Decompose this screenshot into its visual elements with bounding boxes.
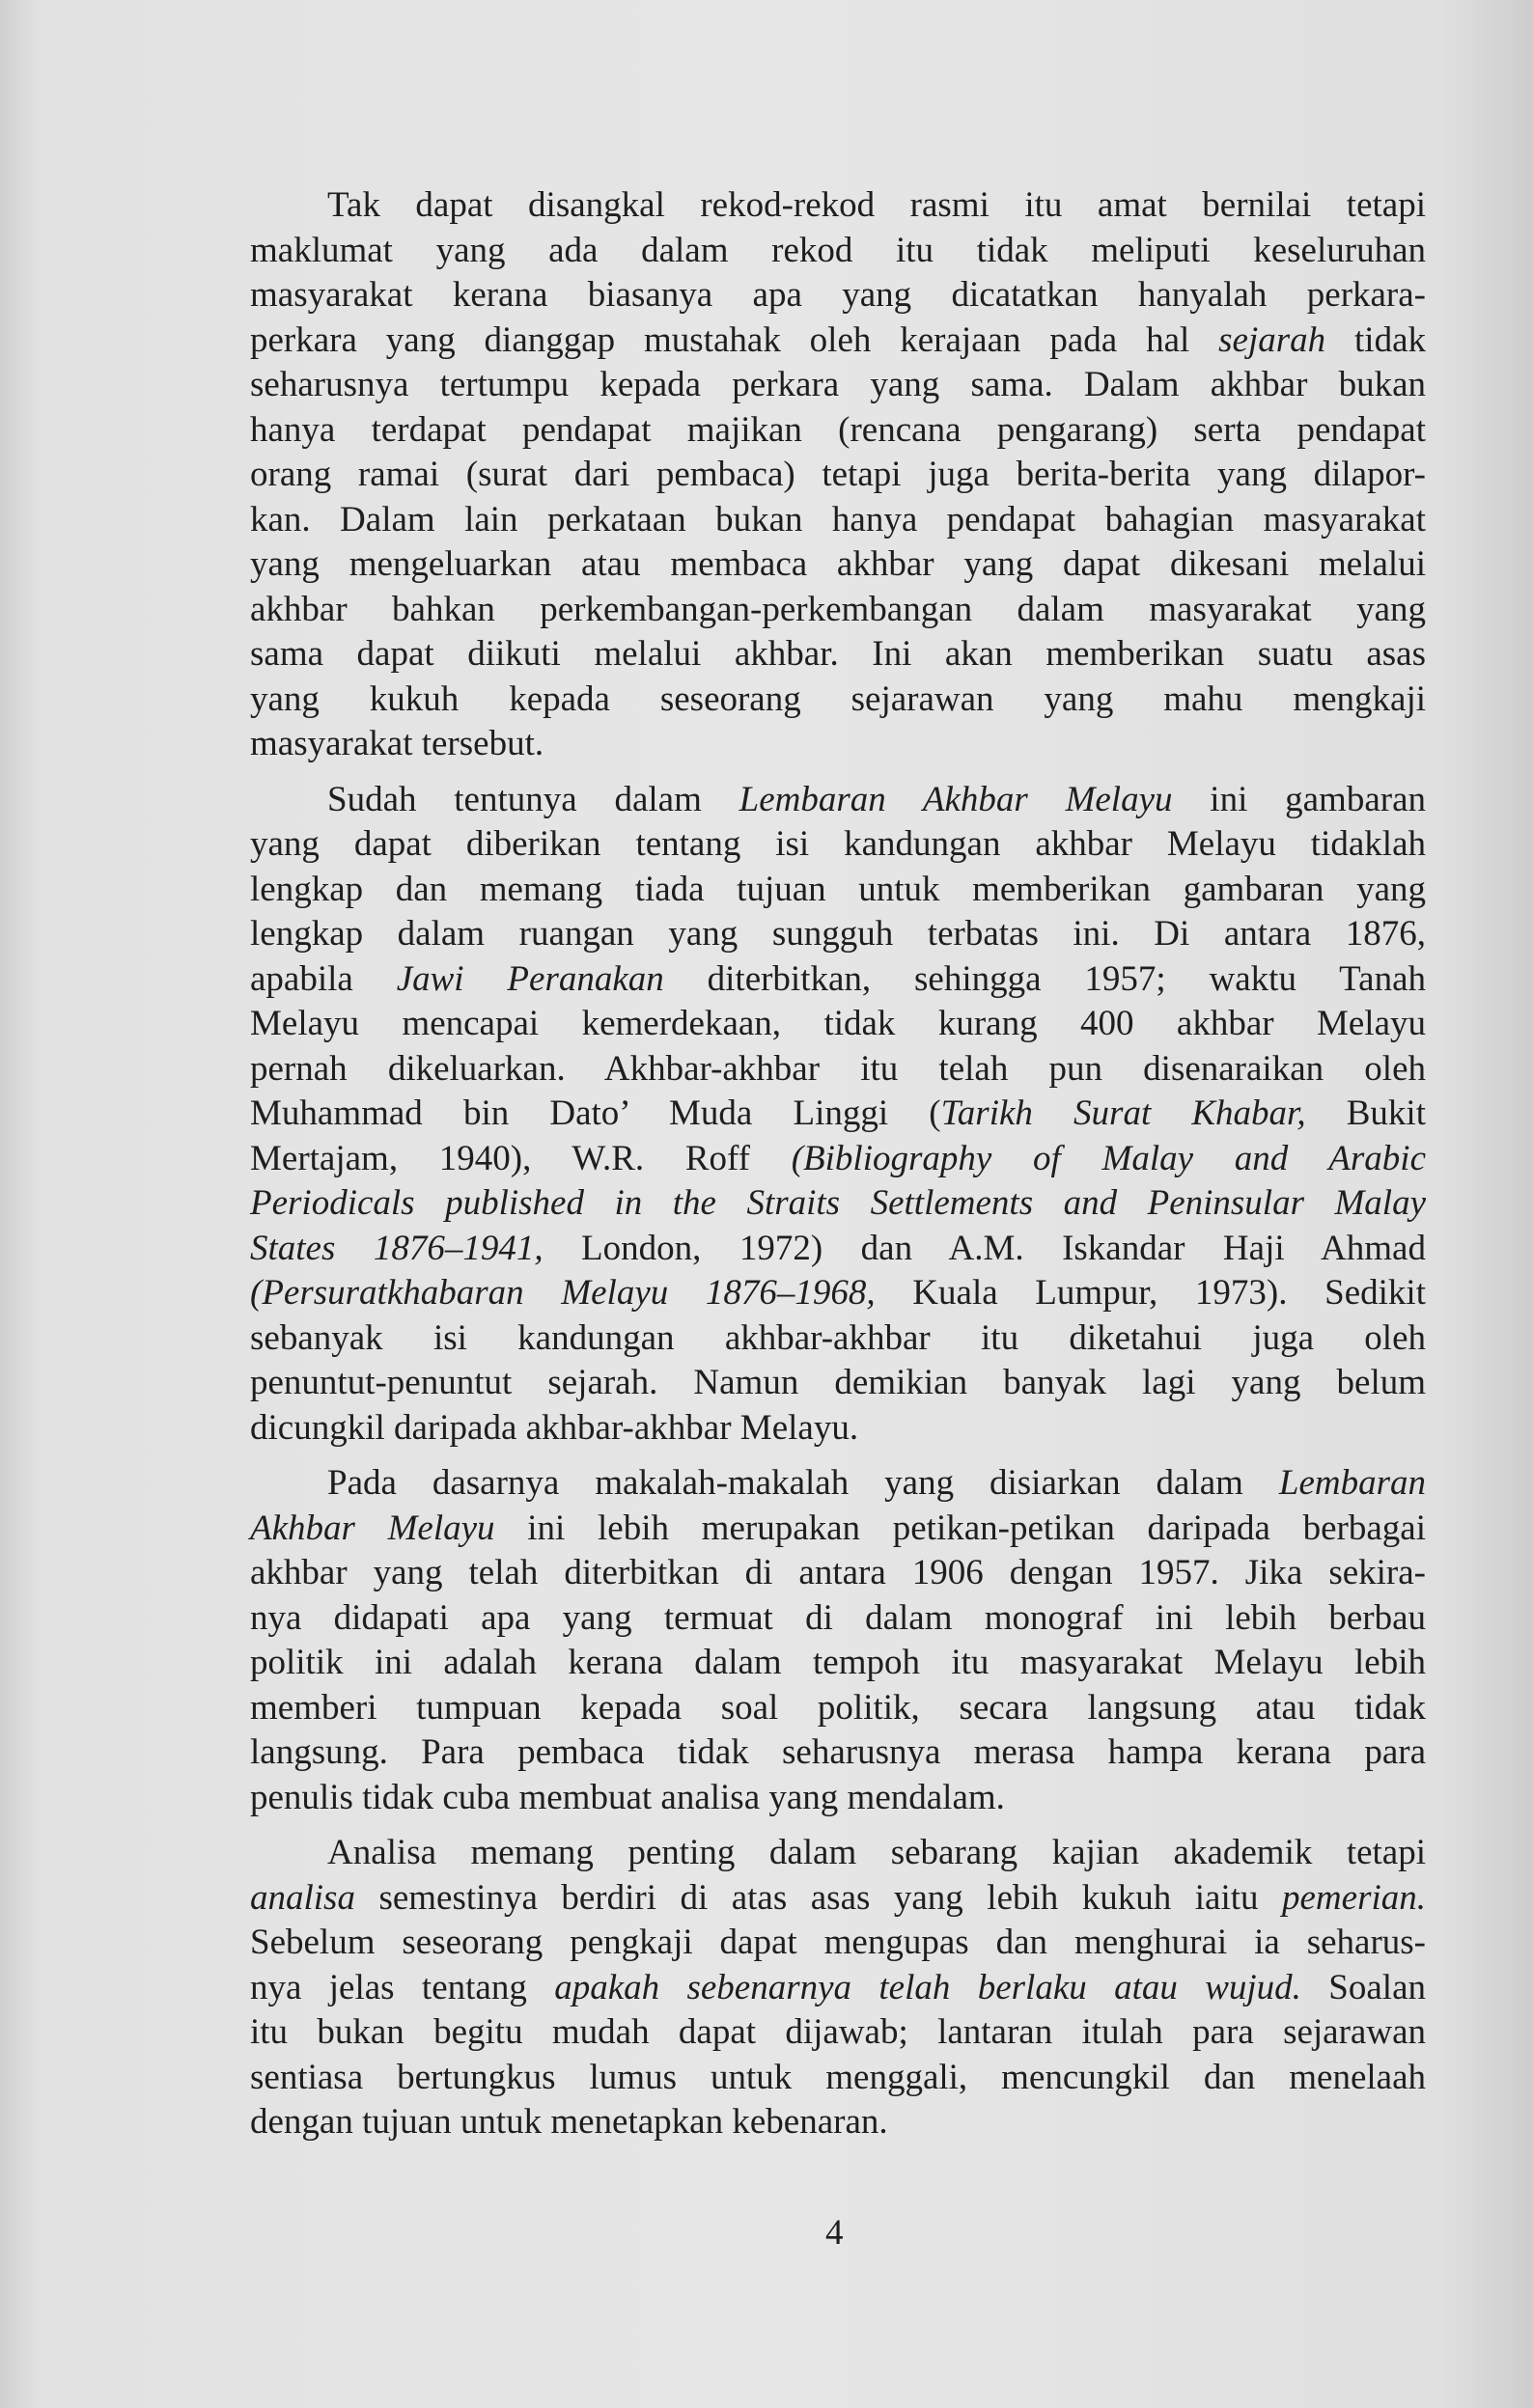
- text-segment: dengan tujuan untuk menetapkan kebenaran.: [250, 2102, 888, 2142]
- text-segment: tidak: [1325, 319, 1426, 360]
- italic-text: analisa: [250, 1877, 355, 1918]
- text-line: [250, 1641, 1426, 1686]
- paragraph: [250, 183, 1426, 767]
- text-line: [250, 2100, 1426, 2145]
- text-line: [250, 868, 1426, 913]
- text-segment: diterbitkan, sehingga 1957; waktu Tanah: [663, 958, 1426, 999]
- text-line: [250, 273, 1426, 318]
- text-segment: sama dapat diikuti melalui akhbar. Ini akan memberikan suatu asas: [250, 634, 1426, 674]
- text-line: [250, 957, 1426, 1003]
- text-segment: lengkap dalam ruangan yang sungguh terbatas ini. Di antara 1876,: [250, 914, 1426, 954]
- text-line: [250, 2056, 1426, 2101]
- text-line: [250, 363, 1426, 408]
- text-segment: yang kukuh kepada seseorang sejarawan yang mahu mengkaji: [250, 678, 1426, 719]
- italic-text: (Bibliography of Malay and Arabic: [791, 1138, 1427, 1178]
- italic-text: pemerian.: [1282, 1877, 1426, 1918]
- text-line: [250, 1776, 1426, 1821]
- text-line: [250, 912, 1426, 957]
- text-segment: memberi tumpuan kepada soal politik, secara langsung atau tidak: [250, 1687, 1426, 1728]
- text-line: [250, 1876, 1426, 1922]
- text-segment: itu bukan begitu mudah dapat dijawab; lantaran itulah para sejarawan: [250, 2012, 1426, 2052]
- text-line: [250, 1137, 1426, 1182]
- italic-text: States 1876–1941,: [250, 1228, 544, 1268]
- text-line: [250, 1181, 1426, 1227]
- text-segment: ini gambaran: [1172, 779, 1426, 819]
- text-segment: Kuala Lumpur, 1973). Sedikit: [875, 1273, 1426, 1313]
- text-line: [250, 1002, 1426, 1047]
- text-line: [250, 1596, 1426, 1642]
- text-segment: sentiasa bertungkus lumus untuk menggali, mencungkil dan menelaah: [250, 2057, 1426, 2097]
- text-line: [250, 1227, 1426, 1272]
- text-segment: maklumat yang ada dalam rekod itu tidak meliputi keseluruhan: [250, 230, 1426, 270]
- text-line: [250, 542, 1426, 588]
- paragraph: [250, 1831, 1426, 2145]
- text-line: [250, 588, 1426, 633]
- text-segment: ini lebih merupakan petikan-petikan daripada berbagai: [494, 1508, 1426, 1548]
- text-line: [250, 1316, 1426, 1362]
- italic-text: (Persuratkhabaran Melayu 1876–1968,: [250, 1273, 876, 1313]
- text-segment: nya jelas tentang: [250, 1967, 555, 2007]
- text-line: [250, 318, 1426, 364]
- text-line: [250, 183, 1426, 229]
- text-line: [250, 408, 1426, 454]
- text-line: [250, 1461, 1426, 1507]
- italic-text: Jawi Peranakan: [396, 958, 664, 999]
- text-segment: seharusnya tertumpu kepada perkara yang sama. Dalam akhbar bukan: [250, 365, 1426, 404]
- italic-text: Lembaran Akhbar Melayu: [739, 779, 1173, 819]
- text-segment: London, 1972) dan A.M. Iskandar Haji Ahmad: [543, 1228, 1426, 1268]
- text-segment: kan. Dalam lain perkataan bukan hanya pendapat bahagian masyarakat: [250, 499, 1426, 540]
- text-segment: masyarakat kerana biasanya apa yang dicatatkan hanyalah perkara-: [250, 275, 1426, 315]
- text-segment: Soalan: [1300, 1967, 1426, 2007]
- italic-text: Periodicals published in the Straits Settlements and Peninsular Malay: [250, 1183, 1426, 1223]
- text-segment: Melayu mencapai kemerdekaan, tidak kurang 400 akhbar Melayu: [250, 1004, 1426, 1043]
- text-segment: akhbar yang telah diterbitkan di antara 1906 dengan 1957. Jika sekira-: [250, 1553, 1426, 1592]
- text-segment: Tak dapat disangkal rekod-rekod rasmi itu amat bernilai tetapi: [327, 185, 1426, 225]
- text-line: [250, 1406, 1426, 1452]
- text-line: [250, 1730, 1426, 1776]
- text-segment: sebanyak isi kandungan akhbar-akhbar itu diketahui juga oleh: [250, 1317, 1426, 1358]
- text-segment: Analisa memang penting dalam sebarang kajian akademik tetapi: [327, 1833, 1426, 1872]
- text-line: [250, 229, 1426, 274]
- text-line: [250, 1921, 1426, 1966]
- paragraph: [250, 778, 1426, 1452]
- text-line: [250, 453, 1426, 498]
- text-segment: dicungkil daripada akhbar-akhbar Melayu.: [250, 1407, 859, 1448]
- text-segment: Muhammad bin Dato’ Muda Linggi (: [250, 1093, 941, 1133]
- text-segment: semestinya berdiri di atas asas yang lebih kukuh iaitu: [354, 1877, 1282, 1918]
- text-line: [250, 678, 1426, 723]
- text-segment: apabila: [250, 958, 397, 999]
- text-line: [250, 1966, 1426, 2011]
- text-line: [250, 1551, 1426, 1596]
- text-segment: lengkap dan memang tiada tujuan untuk memberikan gambaran yang: [250, 869, 1426, 909]
- text-segment: Bukit: [1305, 1093, 1426, 1133]
- text-line: [250, 1047, 1426, 1093]
- text-line: [250, 1507, 1426, 1552]
- text-line: [250, 1686, 1426, 1731]
- text-segment: hanya terdapat pendapat majikan (rencana pengarang) serta pendapat: [250, 409, 1426, 450]
- text-segment: penulis tidak cuba membuat analisa yang mendalam.: [250, 1777, 1005, 1817]
- text-line: [250, 822, 1426, 868]
- text-segment: masyarakat tersebut.: [250, 724, 544, 763]
- text-segment: akhbar bahkan perkembangan-perkembangan dalam masyarakat yang: [250, 589, 1426, 629]
- text-line: [250, 722, 1426, 767]
- text-segment: langsung. Para pembaca tidak seharusnya merasa hampa kerana para: [250, 1732, 1426, 1772]
- paragraph: [250, 1461, 1426, 1820]
- text-segment: Pada dasarnya makalah-makalah yang disiarkan dalam: [327, 1463, 1279, 1503]
- italic-text: sejarah: [1218, 319, 1326, 360]
- text-line: [250, 498, 1426, 543]
- text-line: [250, 1271, 1426, 1316]
- text-segment: Sebelum seseorang pengkaji dapat mengupas dan menghurai ia seharus-: [250, 1923, 1426, 1962]
- text-line: [250, 1831, 1426, 1876]
- text-segment: politik ini adalah kerana dalam tempoh itu masyarakat Melayu lebih: [250, 1643, 1426, 1682]
- italic-text: Tarikh Surat Khabar,: [940, 1093, 1306, 1133]
- italic-text: Akhbar Melayu: [250, 1508, 495, 1548]
- italic-text: apakah sebenarnya telah berlaku atau wujud.: [554, 1967, 1301, 2007]
- italic-text: Lembaran: [1278, 1463, 1426, 1503]
- text-segment: yang mengeluarkan atau membaca akhbar yang dapat dikesani melalui: [250, 544, 1426, 584]
- text-segment: yang dapat diberikan tentang isi kandungan akhbar Melayu tidaklah: [250, 824, 1426, 864]
- text-segment: Sudah tentunya dalam: [327, 779, 739, 819]
- text-segment: nya didapati apa yang termuat di dalam monograf ini lebih berbau: [250, 1597, 1426, 1638]
- text-segment: perkara yang dianggap mustahak oleh kerajaan pada hal: [250, 319, 1219, 360]
- text-line: [250, 1361, 1426, 1406]
- text-segment: pernah dikeluarkan. Akhbar-akhbar itu telah pun disenaraikan oleh: [250, 1048, 1426, 1089]
- text-segment: penuntut-penuntut sejarah. Namun demikian banyak lagi yang belum: [250, 1363, 1426, 1402]
- text-line: [250, 1092, 1426, 1137]
- text-line: [250, 632, 1426, 678]
- text-line: [250, 778, 1426, 823]
- text-segment: orang ramai (surat dari pembaca) tetapi juga berita-berita yang dilapor-: [250, 455, 1426, 494]
- text-line: [250, 2010, 1426, 2056]
- text-segment: Mertajam, 1940), W.R. Roff: [250, 1138, 792, 1178]
- page-number: 4: [825, 2213, 844, 2253]
- body-text: [250, 183, 1426, 2156]
